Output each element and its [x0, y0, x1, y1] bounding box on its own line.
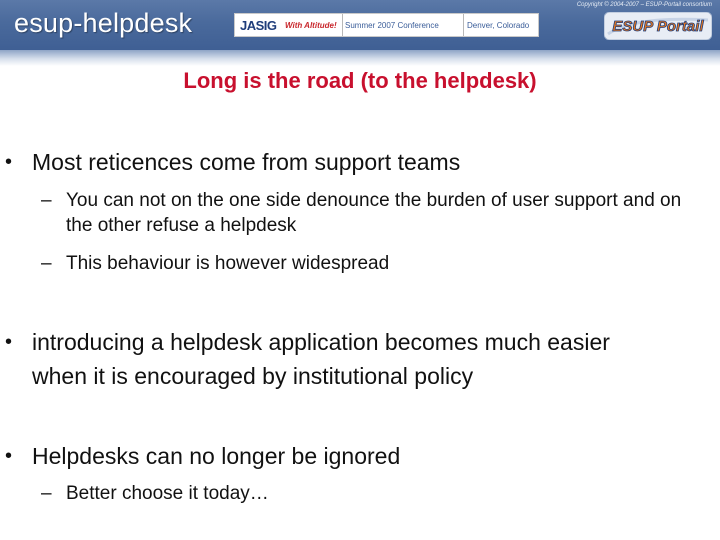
sub-bullet-text: This behaviour is however widespread [66, 253, 390, 274]
bullet-marker: • [5, 151, 13, 173]
svg-text:ESUP Portail: ESUP Portail [612, 18, 704, 35]
bullet-item [5, 325, 662, 393]
conference-event: Summer 2007 Conference [345, 21, 439, 30]
conference-location: Denver, Colorado [467, 21, 530, 30]
bullet-marker: • [5, 331, 13, 353]
sub-bullet-text: Better choose it today… [66, 483, 269, 504]
slide-title: Long is the road (to the helpdesk) [183, 68, 537, 93]
app-name: esup-helpdesk [14, 8, 193, 38]
copyright-notice: Copyright © 2004-2007 – ESUP-Portail consortium [576, 2, 712, 8]
sub-bullet-item [41, 481, 686, 506]
sub-bullet-item [41, 251, 686, 276]
dash-marker: – [41, 483, 52, 504]
dash-marker: – [41, 253, 52, 274]
sub-bullet-item [41, 188, 686, 238]
jasig-slogan: With Altitude! [285, 21, 337, 30]
dash-marker: – [41, 190, 52, 211]
bullet-item [5, 439, 682, 473]
bullet-text: introducing a helpdesk application becomes much easier when it is encouraged by institutional policy [32, 329, 610, 389]
bullet-text: Most reticences come from support teams [32, 149, 461, 175]
bullet-item [5, 145, 682, 179]
sub-bullet-text: You can not on the one side denounce the burden of user support and on the other refuse a helpdesk [66, 190, 682, 236]
jasig-logo: JASIG [240, 18, 277, 33]
bullet-marker: • [5, 445, 13, 467]
bullet-text: Helpdesks can no longer be ignored [32, 443, 401, 469]
